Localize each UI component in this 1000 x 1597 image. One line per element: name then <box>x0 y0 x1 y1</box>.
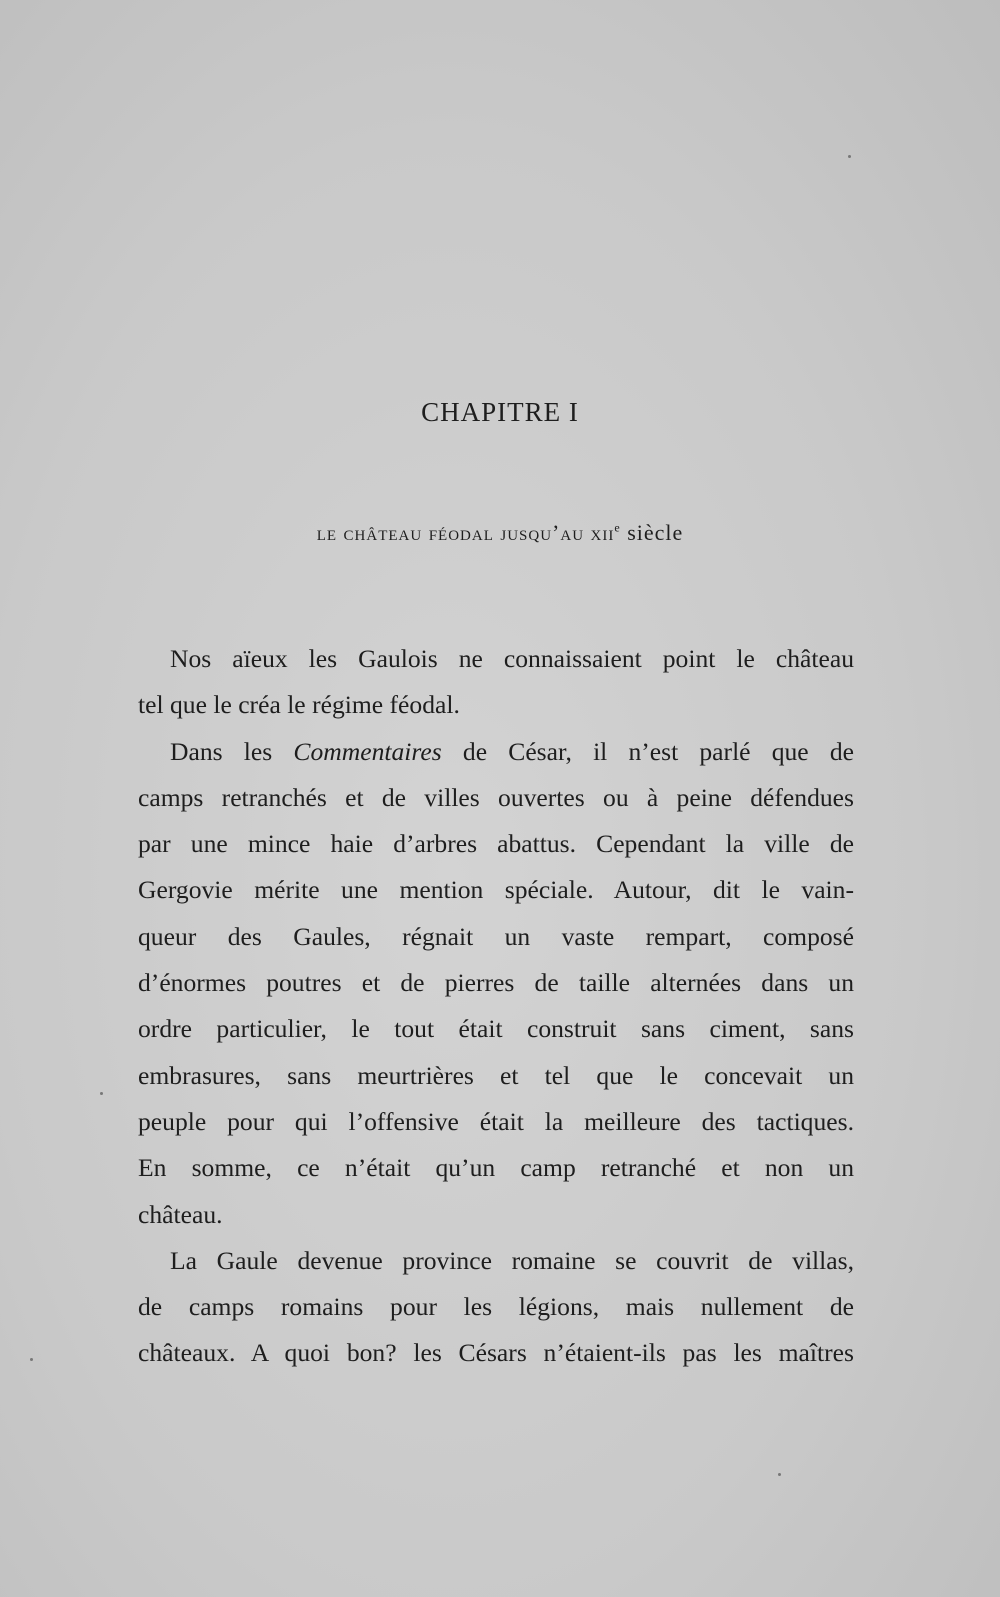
paper-speck <box>30 1358 33 1361</box>
text-line: par une mince haie d’arbres abattus. Cependant la ville de <box>138 829 854 859</box>
text-line: embrasures, sans meurtrières et tel que le concevait un <box>138 1060 854 1090</box>
paper-speck <box>100 1092 103 1095</box>
text-line <box>138 729 854 775</box>
paper-speck <box>778 1473 781 1476</box>
text-line: de camps romains pour les légions, mais nullement de <box>138 1292 854 1322</box>
italic-title: Commentaires <box>293 736 442 766</box>
text-line: queur des Gaules, régnait un vaste rempart, composé <box>138 921 854 951</box>
text-line: ordre particulier, le tout était construit sans ciment, sans <box>138 1014 854 1044</box>
text-line: châteaux. A quoi bon? les Césars n’étaient-ils pas les maîtres <box>138 1338 854 1368</box>
chapter-subtitle-tail: siècle <box>620 520 684 545</box>
text-segment: Dans les <box>170 736 273 766</box>
text-segment: de César, il n’est parlé que de <box>462 736 854 766</box>
text-line: peuple pour qui l’offensive était la meilleure des tactiques. <box>138 1106 854 1136</box>
text-line: tel que le créa le régime féodal. <box>138 690 460 720</box>
chapter-title: CHAPITRE I <box>421 397 579 427</box>
text-line: d’énormes poutres et de pierres de taille alternées dans un <box>138 968 854 998</box>
text-line: château. <box>138 1199 223 1229</box>
text-line: En somme, ce n’était qu’un camp retranché et non un <box>138 1153 854 1183</box>
chapter-subtitle <box>0 520 1000 546</box>
text-line: La Gaule devenue province romaine se couvrit de villas, <box>170 1245 854 1275</box>
text-line: Gergovie mérite une mention spéciale. Autour, dit le vain- <box>138 875 854 905</box>
text-line: Nos aïeux les Gaulois ne connaissaient point le château <box>170 644 854 673</box>
body-text <box>138 636 854 1377</box>
chapter-subtitle-caps: le château féodal jusqu’au xii <box>316 520 615 545</box>
paper-speck <box>848 155 851 158</box>
text-line: camps retranchés et de villes ouvertes ou à peine défendues <box>138 782 854 812</box>
chapter-subtitle-sup: e <box>614 520 621 535</box>
